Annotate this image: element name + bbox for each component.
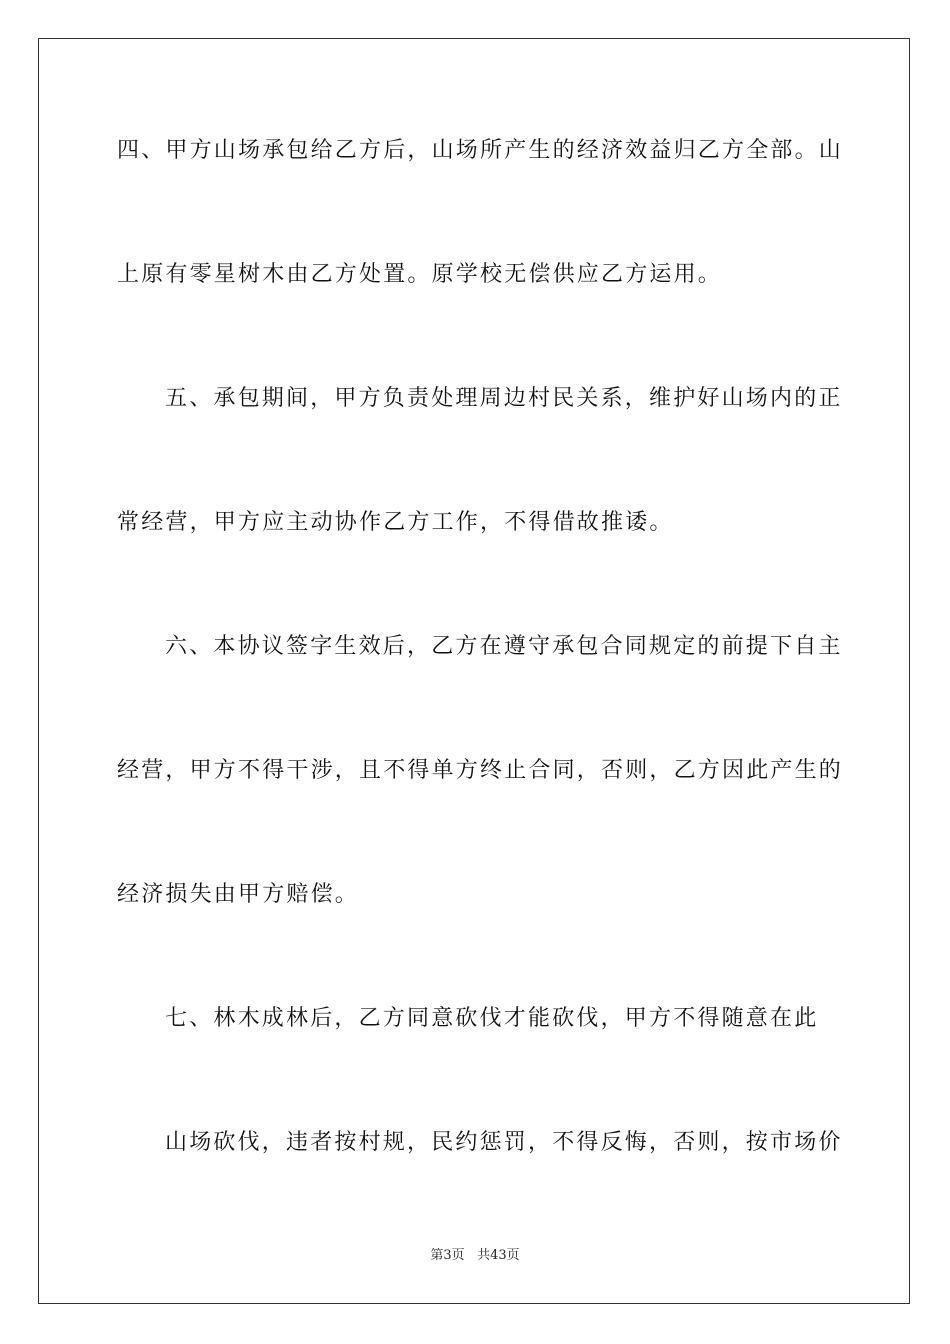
total-pages: 共43页 (477, 1248, 520, 1263)
paragraph-7-line-2: 山场砍伐，违者按村规，民约惩罚，不得反悔，否则，按市场价 (165, 1130, 843, 1155)
paragraph-5-line-2: 常经营，甲方应主动协作乙方工作，不得借故推诿。 (117, 510, 674, 535)
paragraph-5-line-1: 五、承包期间，甲方负责处理周边村民关系，维护好山场内的正 (165, 386, 843, 411)
paragraph-6-line-2: 经营，甲方不得干涉，且不得单方终止合同，否则，乙方因此产生的 (117, 758, 844, 783)
page-number: 第3页 (430, 1248, 465, 1263)
paragraph-7-line-1: 七、林木成林后，乙方同意砍伐才能砍伐，甲方不得随意在此 (165, 1006, 819, 1031)
paragraph-6-line-1: 六、本协议签字生效后，乙方在遵守承包合同规定的前提下自主 (165, 634, 843, 659)
page-frame (38, 38, 910, 1304)
page-footer (0, 1248, 950, 1264)
paragraph-4-line-1: 四、甲方山场承包给乙方后，山场所产生的经济效益归乙方全部。山 (117, 138, 844, 163)
paragraph-6-line-3: 经济损失由甲方赔偿。 (117, 882, 360, 907)
paragraph-4-line-2: 上原有零星树木由乙方处置。原学校无偿供应乙方运用。 (117, 262, 723, 287)
